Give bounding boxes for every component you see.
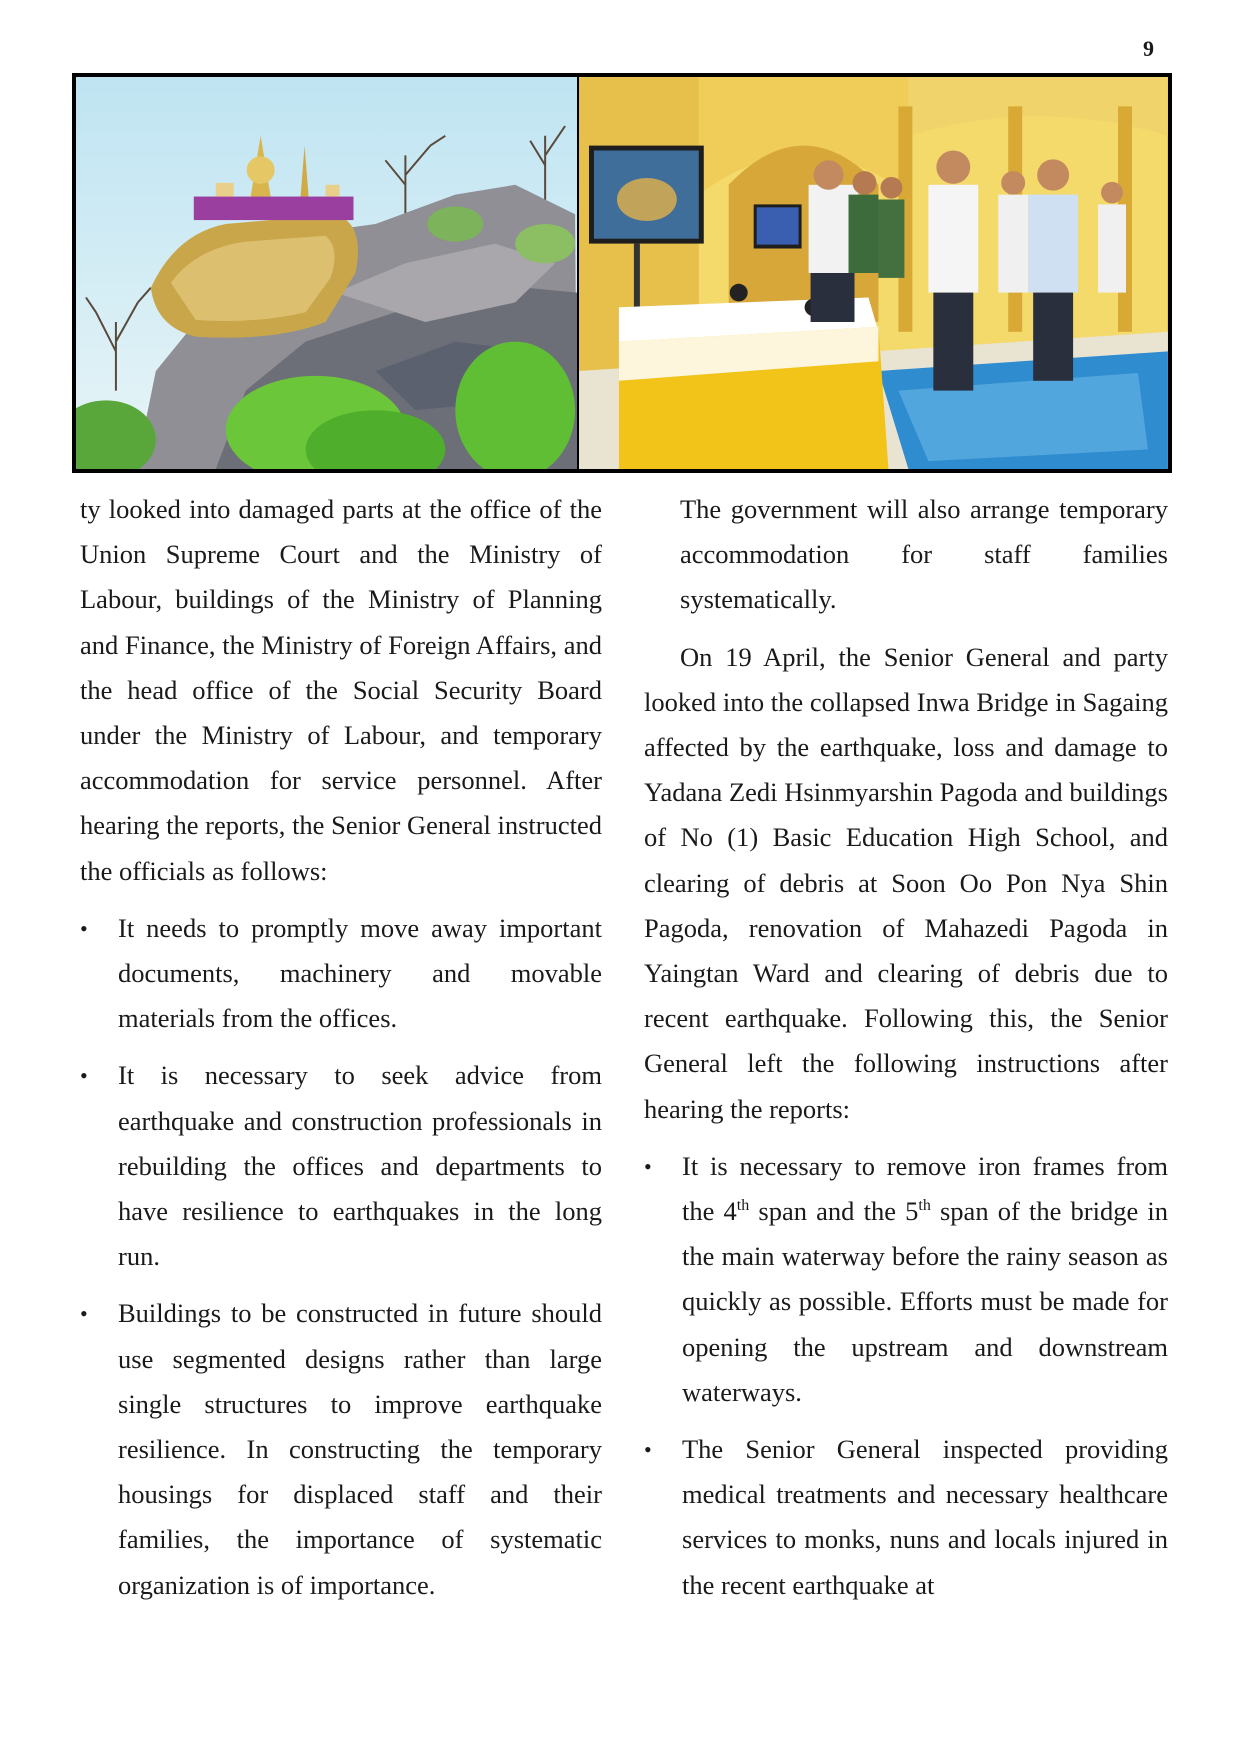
bullet-dot-icon: • — [80, 915, 88, 941]
bullet-text: The Senior General inspected providing medical treatments and necessary healthcare services to monks, nuns and locals injured in the recent earthquake at — [682, 1434, 1168, 1600]
left-column — [80, 487, 602, 1620]
bullet-text: It is necessary to seek advice from earthquake and construction professionals in rebuilding the offices and departments to have resilience to earthquakes in the long run. — [118, 1060, 602, 1272]
bullet-text: It needs to promptly move away important documents, machinery and movable materials from the offices. — [118, 912, 602, 1034]
bullet-text: Buildings to be constructed in future should use segmented designs rather than large single structures to improve earthquake resilience. In constructing the temporary housings for displaced staff and their families, the importance of systematic organization is of importance. — [118, 1298, 602, 1600]
list-item — [80, 1053, 602, 1279]
photo-pagoda-on-hill — [76, 77, 577, 469]
bullet-text-part: span and the 5 — [749, 1196, 919, 1227]
superscript: th — [736, 1197, 750, 1215]
bullet-text-part: span of the bridge in the main waterway before the rainy season as quickly as possible. Efforts must be made for opening the upstream and downstream waterways. — [682, 1196, 1168, 1407]
pagoda-hill-image — [76, 77, 577, 469]
page-number: 9 — [1143, 36, 1154, 61]
photo-strip — [72, 73, 1172, 473]
right-column — [644, 487, 1168, 1620]
bullet-dot-icon: • — [80, 1301, 88, 1327]
right-main-paragraph: On 19 April, the Senior General and party looked into the collapsed Inwa Bridge in Sagaing affected by the earthquake, loss and damage to Yadana Zedi Hsinmyarshin Pagoda and buildings of No (1) Basic Education High School, and clearing of debris at Soon Oo Pon Nya Shin Pagoda, renovation of Mahazedi Pagoda in Yaingtan Ward and clearing of debris due to recent earthquake. Following this, the Senior General left the following instructions after hearing the reports: — [644, 641, 1168, 1124]
bullet-text-part: It is necessary to remove iron frames from the 4 — [682, 1150, 1168, 1227]
bullet-dot-icon: • — [644, 1153, 652, 1179]
list-item — [80, 1291, 602, 1607]
left-intro-paragraph: ty looked into damaged parts at the office of the Union Supreme Court and the Ministry of Labour, buildings of the Ministry of Planning and Finance, the Ministry of Foreign Affairs, and the head office of the Social Security Board under the Ministry of Labour, and temporary accommodation for service personnel. After hearing the reports, the Senior General instructed the officials as follows: — [80, 494, 602, 886]
right-bullet-list — [644, 1144, 1168, 1608]
list-item — [80, 906, 602, 1042]
photo-officials-in-pagoda — [577, 77, 1168, 469]
left-bullet-list — [80, 906, 602, 1608]
officials-pagoda-image — [579, 77, 1168, 469]
right-continuation-paragraph: The government will also arrange temporary accommodation for staff families systematically. — [680, 494, 1168, 615]
bullet-dot-icon: • — [644, 1437, 652, 1463]
superscript: th — [918, 1197, 931, 1215]
bullet-text — [682, 1151, 1168, 1407]
list-item — [644, 1144, 1168, 1415]
bullet-dot-icon: • — [80, 1063, 88, 1089]
list-item — [644, 1427, 1168, 1608]
